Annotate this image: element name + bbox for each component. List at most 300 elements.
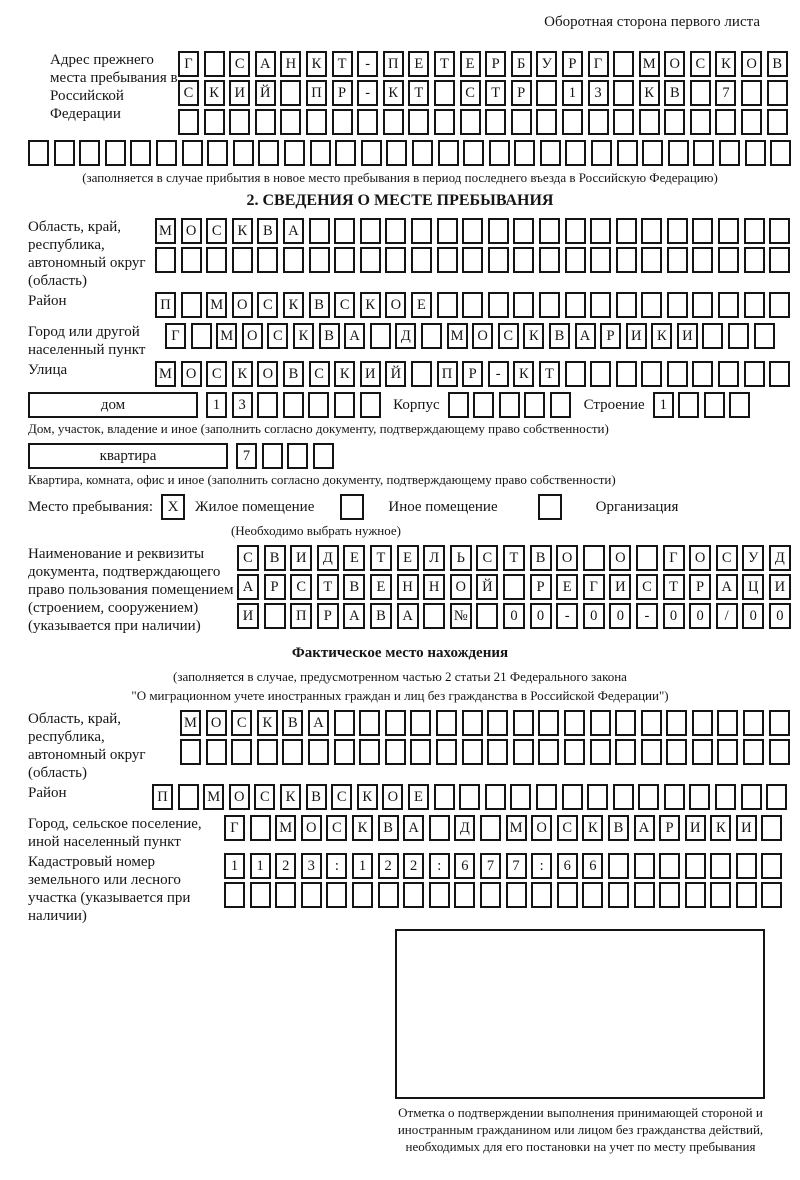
char-box[interactable] bbox=[207, 140, 228, 166]
char-box[interactable]: О bbox=[531, 815, 552, 841]
korpus-cells[interactable] bbox=[448, 392, 576, 418]
char-box[interactable]: А bbox=[403, 815, 424, 841]
char-box[interactable] bbox=[539, 247, 560, 273]
char-box[interactable] bbox=[536, 109, 557, 135]
char-box[interactable]: Т bbox=[485, 80, 506, 106]
char-box[interactable] bbox=[692, 218, 713, 244]
char-box[interactable]: П bbox=[437, 361, 458, 387]
char-box[interactable]: К bbox=[293, 323, 314, 349]
char-box[interactable] bbox=[668, 140, 689, 166]
char-box[interactable] bbox=[513, 247, 534, 273]
char-box[interactable] bbox=[332, 109, 353, 135]
char-box[interactable]: К bbox=[204, 80, 225, 106]
house-number-cells[interactable] bbox=[206, 392, 385, 418]
char-box[interactable]: У bbox=[536, 51, 557, 77]
char-box[interactable] bbox=[306, 109, 327, 135]
char-box[interactable]: Т bbox=[663, 574, 685, 600]
char-box[interactable]: : bbox=[531, 853, 552, 879]
char-box[interactable] bbox=[564, 739, 585, 765]
char-box[interactable]: Е bbox=[370, 574, 392, 600]
char-box[interactable]: С bbox=[231, 710, 252, 736]
char-box[interactable] bbox=[250, 815, 271, 841]
char-box[interactable]: 1 bbox=[224, 853, 245, 879]
char-box[interactable]: П bbox=[306, 80, 327, 106]
char-box[interactable]: А bbox=[397, 603, 419, 629]
char-box[interactable] bbox=[524, 392, 545, 418]
char-box[interactable]: В bbox=[378, 815, 399, 841]
char-box[interactable]: Р bbox=[562, 51, 583, 77]
char-box[interactable] bbox=[180, 739, 201, 765]
char-box[interactable] bbox=[550, 392, 571, 418]
char-box[interactable] bbox=[718, 361, 739, 387]
char-box[interactable]: 1 bbox=[653, 392, 674, 418]
char-box[interactable]: С bbox=[498, 323, 519, 349]
char-box[interactable]: № bbox=[450, 603, 472, 629]
char-box[interactable] bbox=[591, 140, 612, 166]
char-box[interactable] bbox=[412, 140, 433, 166]
char-box[interactable]: К bbox=[513, 361, 534, 387]
char-box[interactable] bbox=[155, 247, 176, 273]
char-box[interactable] bbox=[590, 361, 611, 387]
char-box[interactable]: О bbox=[609, 545, 631, 571]
char-box[interactable] bbox=[769, 218, 790, 244]
char-box[interactable] bbox=[326, 882, 347, 908]
char-box[interactable] bbox=[378, 882, 399, 908]
char-box[interactable] bbox=[770, 140, 791, 166]
char-box[interactable] bbox=[743, 739, 764, 765]
char-box[interactable]: Т bbox=[317, 574, 339, 600]
char-box[interactable] bbox=[717, 739, 738, 765]
char-box[interactable]: 0 bbox=[530, 603, 552, 629]
char-box[interactable]: Д bbox=[317, 545, 339, 571]
char-box[interactable]: В bbox=[530, 545, 552, 571]
char-box[interactable] bbox=[434, 784, 455, 810]
char-box[interactable]: К bbox=[232, 361, 253, 387]
char-box[interactable] bbox=[334, 392, 355, 418]
char-box[interactable]: - bbox=[488, 361, 509, 387]
char-box[interactable]: С bbox=[331, 784, 352, 810]
char-box[interactable] bbox=[283, 392, 304, 418]
char-box[interactable] bbox=[642, 140, 663, 166]
prev-address-row-2[interactable] bbox=[178, 80, 792, 106]
char-box[interactable] bbox=[664, 784, 685, 810]
char-box[interactable]: О bbox=[232, 292, 253, 318]
char-box[interactable]: Ц bbox=[742, 574, 764, 600]
char-box[interactable]: / bbox=[716, 603, 738, 629]
char-box[interactable]: Р bbox=[530, 574, 552, 600]
char-box[interactable]: М bbox=[155, 361, 176, 387]
char-box[interactable] bbox=[717, 710, 738, 736]
char-box[interactable] bbox=[462, 247, 483, 273]
char-box[interactable] bbox=[460, 109, 481, 135]
char-box[interactable] bbox=[462, 292, 483, 318]
char-box[interactable]: Й bbox=[476, 574, 498, 600]
char-box[interactable] bbox=[257, 739, 278, 765]
char-box[interactable] bbox=[744, 247, 765, 273]
char-box[interactable] bbox=[370, 323, 391, 349]
char-box[interactable] bbox=[769, 292, 790, 318]
char-box[interactable]: А bbox=[283, 218, 304, 244]
char-box[interactable]: 3 bbox=[588, 80, 609, 106]
char-box[interactable] bbox=[718, 218, 739, 244]
char-box[interactable] bbox=[736, 882, 757, 908]
char-box[interactable] bbox=[462, 739, 483, 765]
char-box[interactable]: 2 bbox=[275, 853, 296, 879]
char-box[interactable] bbox=[588, 109, 609, 135]
char-box[interactable] bbox=[613, 80, 634, 106]
char-box[interactable]: Т bbox=[408, 80, 429, 106]
char-box[interactable]: О bbox=[472, 323, 493, 349]
char-box[interactable] bbox=[436, 739, 457, 765]
char-box[interactable] bbox=[741, 784, 762, 810]
char-box[interactable] bbox=[539, 218, 560, 244]
char-box[interactable] bbox=[313, 443, 334, 469]
char-box[interactable]: А bbox=[634, 815, 655, 841]
char-box[interactable]: Г bbox=[663, 545, 685, 571]
char-box[interactable]: К bbox=[639, 80, 660, 106]
char-box[interactable]: В bbox=[283, 361, 304, 387]
char-box[interactable]: С bbox=[326, 815, 347, 841]
char-box[interactable] bbox=[641, 710, 662, 736]
char-box[interactable] bbox=[480, 882, 501, 908]
char-box[interactable]: Р bbox=[485, 51, 506, 77]
char-box[interactable]: К bbox=[257, 710, 278, 736]
char-box[interactable] bbox=[488, 218, 509, 244]
char-box[interactable] bbox=[309, 247, 330, 273]
stroenie-cells[interactable] bbox=[653, 392, 755, 418]
cadastre-row-2[interactable] bbox=[224, 882, 787, 908]
char-box[interactable] bbox=[769, 739, 790, 765]
char-box[interactable]: А bbox=[344, 323, 365, 349]
char-box[interactable] bbox=[536, 80, 557, 106]
char-box[interactable]: Р bbox=[264, 574, 286, 600]
char-box[interactable] bbox=[437, 218, 458, 244]
char-box[interactable] bbox=[685, 882, 706, 908]
char-box[interactable] bbox=[423, 603, 445, 629]
char-box[interactable] bbox=[224, 882, 245, 908]
char-box[interactable] bbox=[641, 739, 662, 765]
char-box[interactable]: О bbox=[664, 51, 685, 77]
char-box[interactable] bbox=[360, 218, 381, 244]
char-box[interactable] bbox=[383, 109, 404, 135]
char-box[interactable] bbox=[690, 80, 711, 106]
char-box[interactable]: 0 bbox=[583, 603, 605, 629]
char-box[interactable] bbox=[616, 218, 637, 244]
char-box[interactable]: Й bbox=[255, 80, 276, 106]
prev-address-row-4[interactable] bbox=[28, 140, 794, 166]
char-box[interactable]: С bbox=[257, 292, 278, 318]
char-box[interactable] bbox=[769, 247, 790, 273]
char-box[interactable] bbox=[685, 853, 706, 879]
char-box[interactable] bbox=[704, 392, 725, 418]
char-box[interactable] bbox=[736, 853, 757, 879]
district-row[interactable] bbox=[155, 292, 795, 318]
char-box[interactable] bbox=[715, 784, 736, 810]
char-box[interactable] bbox=[641, 292, 662, 318]
fact-city-row[interactable] bbox=[224, 815, 787, 841]
char-box[interactable] bbox=[590, 247, 611, 273]
char-box[interactable] bbox=[473, 392, 494, 418]
char-box[interactable] bbox=[488, 247, 509, 273]
char-box[interactable] bbox=[385, 710, 406, 736]
char-box[interactable] bbox=[28, 140, 49, 166]
char-box[interactable] bbox=[692, 710, 713, 736]
char-box[interactable]: Г bbox=[583, 574, 605, 600]
char-box[interactable]: В bbox=[264, 545, 286, 571]
char-box[interactable] bbox=[710, 882, 731, 908]
char-box[interactable]: И bbox=[677, 323, 698, 349]
city-row[interactable] bbox=[165, 323, 779, 349]
char-box[interactable] bbox=[718, 247, 739, 273]
char-box[interactable] bbox=[357, 109, 378, 135]
char-box[interactable] bbox=[741, 109, 762, 135]
char-box[interactable]: С bbox=[237, 545, 259, 571]
char-box[interactable]: С bbox=[290, 574, 312, 600]
char-box[interactable]: Т bbox=[503, 545, 525, 571]
char-box[interactable]: П bbox=[290, 603, 312, 629]
char-box[interactable] bbox=[590, 292, 611, 318]
char-box[interactable] bbox=[616, 361, 637, 387]
char-box[interactable]: Й bbox=[385, 361, 406, 387]
char-box[interactable]: - bbox=[636, 603, 658, 629]
char-box[interactable] bbox=[638, 784, 659, 810]
char-box[interactable] bbox=[79, 140, 100, 166]
char-box[interactable]: К bbox=[232, 218, 253, 244]
char-box[interactable] bbox=[587, 784, 608, 810]
char-box[interactable] bbox=[667, 218, 688, 244]
char-box[interactable] bbox=[178, 109, 199, 135]
char-box[interactable] bbox=[262, 443, 283, 469]
char-box[interactable] bbox=[250, 882, 271, 908]
char-box[interactable] bbox=[540, 140, 561, 166]
char-box[interactable] bbox=[692, 739, 713, 765]
char-box[interactable] bbox=[536, 784, 557, 810]
char-box[interactable] bbox=[562, 784, 583, 810]
char-box[interactable]: М bbox=[275, 815, 296, 841]
char-box[interactable]: 1 bbox=[206, 392, 227, 418]
char-box[interactable] bbox=[744, 218, 765, 244]
char-box[interactable]: В bbox=[767, 51, 788, 77]
char-box[interactable] bbox=[667, 247, 688, 273]
char-box[interactable] bbox=[181, 292, 202, 318]
organization-checkbox[interactable] bbox=[538, 494, 562, 520]
char-box[interactable]: А bbox=[716, 574, 738, 600]
char-box[interactable] bbox=[538, 739, 559, 765]
char-box[interactable] bbox=[729, 392, 750, 418]
char-box[interactable] bbox=[462, 710, 483, 736]
char-box[interactable]: А bbox=[308, 710, 329, 736]
char-box[interactable]: С bbox=[229, 51, 250, 77]
char-box[interactable] bbox=[513, 292, 534, 318]
char-box[interactable] bbox=[156, 140, 177, 166]
char-box[interactable]: 2 bbox=[378, 853, 399, 879]
char-box[interactable] bbox=[531, 882, 552, 908]
char-box[interactable] bbox=[761, 853, 782, 879]
char-box[interactable]: 0 bbox=[609, 603, 631, 629]
char-box[interactable]: О bbox=[382, 784, 403, 810]
char-box[interactable]: Р bbox=[317, 603, 339, 629]
char-box[interactable] bbox=[204, 51, 225, 77]
char-box[interactable]: П bbox=[155, 292, 176, 318]
char-box[interactable]: О bbox=[257, 361, 278, 387]
char-box[interactable] bbox=[616, 292, 637, 318]
char-box[interactable]: М bbox=[639, 51, 660, 77]
char-box[interactable]: К bbox=[334, 361, 355, 387]
char-box[interactable] bbox=[335, 140, 356, 166]
char-box[interactable]: 2 bbox=[403, 853, 424, 879]
char-box[interactable]: И bbox=[609, 574, 631, 600]
char-box[interactable] bbox=[565, 361, 586, 387]
prev-address-row-1[interactable] bbox=[178, 51, 792, 77]
char-box[interactable] bbox=[257, 247, 278, 273]
char-box[interactable] bbox=[608, 882, 629, 908]
char-box[interactable] bbox=[767, 80, 788, 106]
char-box[interactable]: Г bbox=[224, 815, 245, 841]
char-box[interactable] bbox=[421, 323, 442, 349]
document-row-1[interactable] bbox=[237, 545, 795, 571]
char-box[interactable]: П bbox=[383, 51, 404, 77]
char-box[interactable] bbox=[564, 710, 585, 736]
char-box[interactable] bbox=[641, 218, 662, 244]
char-box[interactable]: Д bbox=[395, 323, 416, 349]
char-box[interactable] bbox=[641, 247, 662, 273]
char-box[interactable] bbox=[489, 140, 510, 166]
char-box[interactable] bbox=[385, 218, 406, 244]
char-box[interactable]: Г bbox=[165, 323, 186, 349]
char-box[interactable] bbox=[359, 710, 380, 736]
char-box[interactable] bbox=[513, 739, 534, 765]
char-box[interactable]: К bbox=[383, 80, 404, 106]
char-box[interactable]: Р bbox=[462, 361, 483, 387]
char-box[interactable]: 1 bbox=[562, 80, 583, 106]
char-box[interactable]: А bbox=[343, 603, 365, 629]
char-box[interactable]: С bbox=[460, 80, 481, 106]
char-box[interactable]: В bbox=[257, 218, 278, 244]
char-box[interactable] bbox=[334, 710, 355, 736]
char-box[interactable] bbox=[506, 882, 527, 908]
char-box[interactable] bbox=[130, 140, 151, 166]
char-box[interactable]: : bbox=[429, 853, 450, 879]
char-box[interactable]: П bbox=[152, 784, 173, 810]
char-box[interactable] bbox=[233, 140, 254, 166]
char-box[interactable] bbox=[615, 739, 636, 765]
char-box[interactable]: В bbox=[370, 603, 392, 629]
char-box[interactable] bbox=[514, 140, 535, 166]
char-box[interactable] bbox=[728, 323, 749, 349]
char-box[interactable]: К bbox=[352, 815, 373, 841]
char-box[interactable] bbox=[641, 361, 662, 387]
char-box[interactable] bbox=[613, 51, 634, 77]
char-box[interactable]: К bbox=[710, 815, 731, 841]
cadastre-row-1[interactable] bbox=[224, 853, 787, 879]
street-row[interactable] bbox=[155, 361, 795, 387]
char-box[interactable] bbox=[513, 710, 534, 736]
char-box[interactable] bbox=[634, 853, 655, 879]
char-box[interactable]: О bbox=[301, 815, 322, 841]
char-box[interactable] bbox=[562, 109, 583, 135]
char-box[interactable] bbox=[448, 392, 469, 418]
char-box[interactable] bbox=[310, 140, 331, 166]
char-box[interactable] bbox=[557, 882, 578, 908]
char-box[interactable] bbox=[590, 218, 611, 244]
char-box[interactable] bbox=[615, 710, 636, 736]
char-box[interactable] bbox=[590, 710, 611, 736]
char-box[interactable]: Р bbox=[332, 80, 353, 106]
char-box[interactable] bbox=[513, 218, 534, 244]
char-box[interactable] bbox=[511, 109, 532, 135]
fact-region-row-1[interactable] bbox=[180, 710, 794, 736]
char-box[interactable]: К bbox=[523, 323, 544, 349]
char-box[interactable]: С bbox=[206, 361, 227, 387]
prev-address-row-3[interactable] bbox=[178, 109, 792, 135]
char-box[interactable]: И bbox=[626, 323, 647, 349]
char-box[interactable] bbox=[476, 603, 498, 629]
char-box[interactable] bbox=[769, 361, 790, 387]
char-box[interactable]: В bbox=[343, 574, 365, 600]
char-box[interactable]: К bbox=[357, 784, 378, 810]
char-box[interactable]: М bbox=[506, 815, 527, 841]
char-box[interactable]: Н bbox=[397, 574, 419, 600]
char-box[interactable] bbox=[693, 140, 714, 166]
char-box[interactable]: Е bbox=[343, 545, 365, 571]
char-box[interactable]: 3 bbox=[232, 392, 253, 418]
char-box[interactable] bbox=[666, 739, 687, 765]
char-box[interactable] bbox=[437, 247, 458, 273]
char-box[interactable]: А bbox=[237, 574, 259, 600]
char-box[interactable]: 0 bbox=[689, 603, 711, 629]
char-box[interactable] bbox=[692, 247, 713, 273]
char-box[interactable]: М bbox=[203, 784, 224, 810]
char-box[interactable]: С bbox=[636, 574, 658, 600]
char-box[interactable] bbox=[769, 710, 790, 736]
char-box[interactable] bbox=[690, 109, 711, 135]
char-box[interactable]: И bbox=[229, 80, 250, 106]
char-box[interactable] bbox=[692, 361, 713, 387]
char-box[interactable] bbox=[488, 292, 509, 318]
char-box[interactable]: В bbox=[319, 323, 340, 349]
char-box[interactable]: В bbox=[664, 80, 685, 106]
char-box[interactable]: С bbox=[206, 218, 227, 244]
char-box[interactable] bbox=[487, 739, 508, 765]
char-box[interactable]: М bbox=[180, 710, 201, 736]
char-box[interactable]: 1 bbox=[250, 853, 271, 879]
char-box[interactable] bbox=[499, 392, 520, 418]
char-box[interactable]: И bbox=[685, 815, 706, 841]
char-box[interactable] bbox=[264, 603, 286, 629]
char-box[interactable] bbox=[361, 140, 382, 166]
char-box[interactable]: И bbox=[360, 361, 381, 387]
char-box[interactable] bbox=[408, 109, 429, 135]
char-box[interactable] bbox=[744, 361, 765, 387]
char-box[interactable] bbox=[715, 109, 736, 135]
char-box[interactable]: С bbox=[716, 545, 738, 571]
char-box[interactable]: Т bbox=[370, 545, 392, 571]
char-box[interactable] bbox=[459, 784, 480, 810]
char-box[interactable]: М bbox=[155, 218, 176, 244]
char-box[interactable]: - bbox=[556, 603, 578, 629]
char-box[interactable] bbox=[105, 140, 126, 166]
char-box[interactable] bbox=[617, 140, 638, 166]
char-box[interactable] bbox=[485, 109, 506, 135]
char-box[interactable]: С bbox=[557, 815, 578, 841]
char-box[interactable]: И bbox=[290, 545, 312, 571]
char-box[interactable]: М bbox=[447, 323, 468, 349]
char-box[interactable] bbox=[411, 218, 432, 244]
char-box[interactable] bbox=[438, 140, 459, 166]
char-box[interactable]: Г bbox=[588, 51, 609, 77]
char-box[interactable]: М bbox=[206, 292, 227, 318]
char-box[interactable] bbox=[308, 392, 329, 418]
